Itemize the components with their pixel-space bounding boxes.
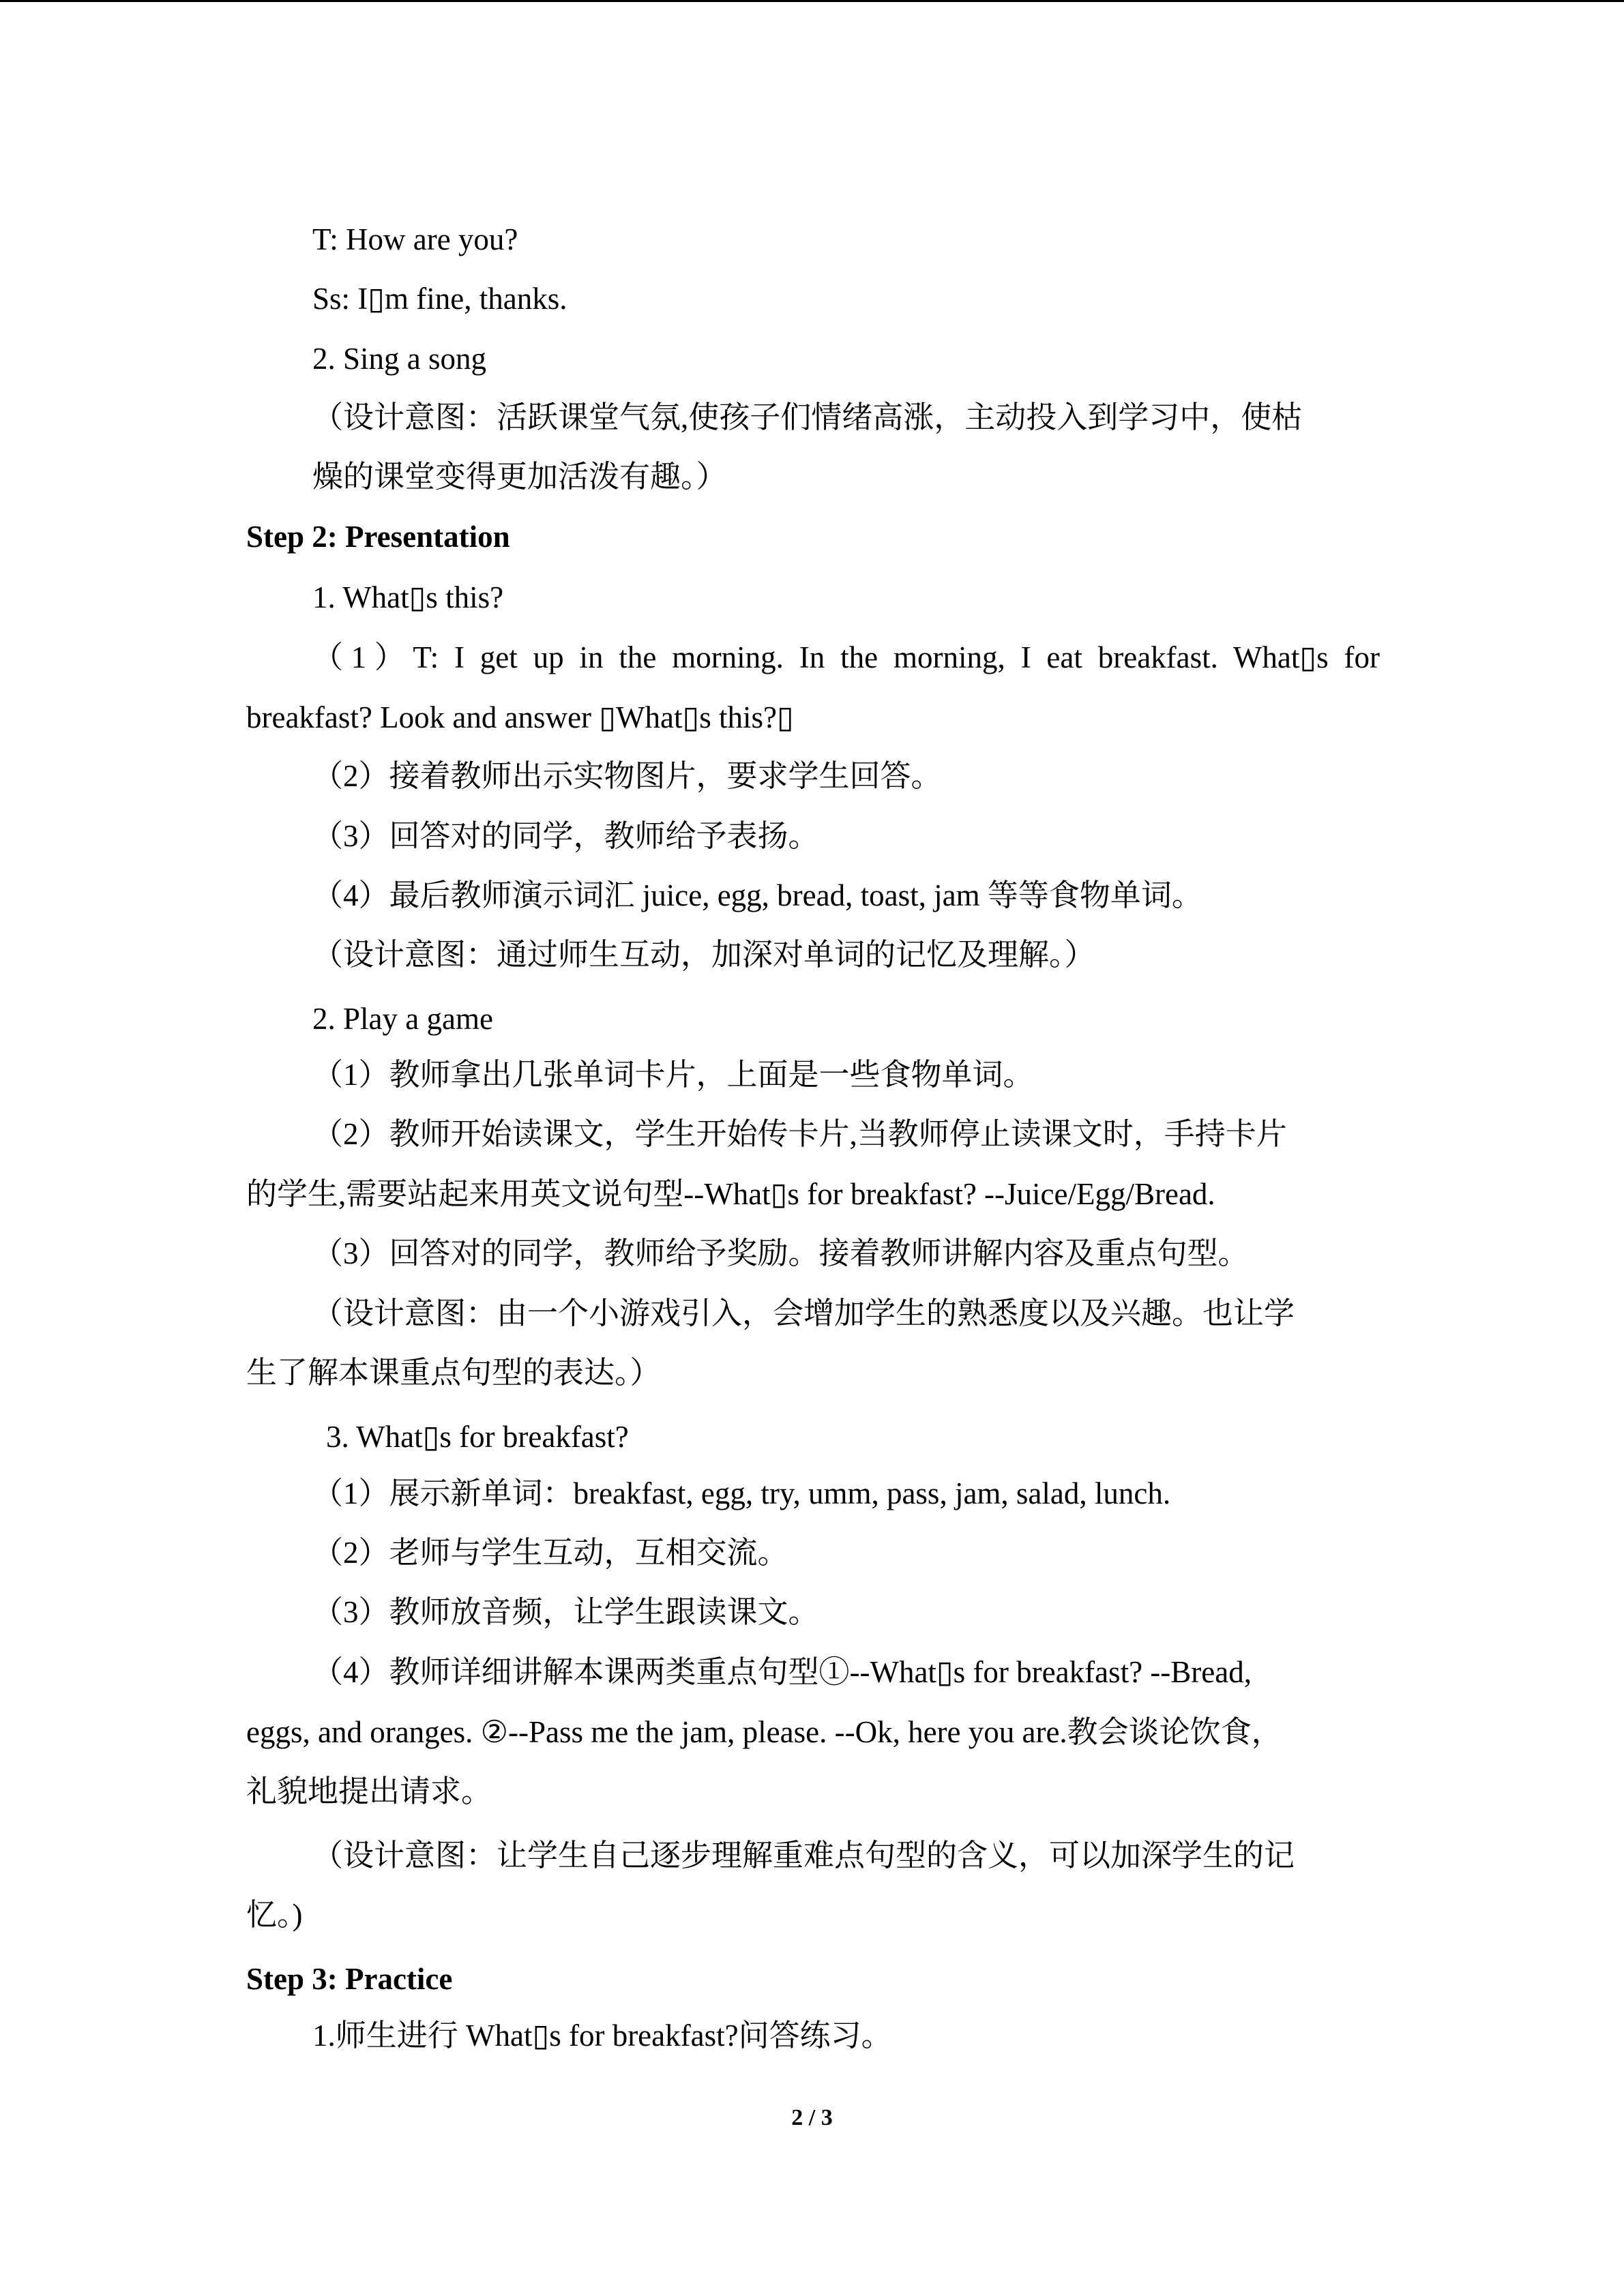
list-item-play-a-game: 2. Play a game [312, 1002, 493, 1036]
paragraph-line: （4）最后教师演示词汇 juice, egg, bread, toast, jam 等等食物单词。 [312, 878, 1202, 912]
paragraph-line: （4）教师详细讲解本课两类重点句型①--What▯s for breakfast? --Bread, [312, 1655, 1252, 1689]
design-note: （设计意图：活跃课堂气氛,使孩子们情绪高涨，主动投入到学习中，使枯 [312, 400, 1303, 434]
section-heading-presentation: Step 2: Presentation [246, 520, 510, 554]
paragraph-line: （1）教师拿出几张单词卡片，上面是一些食物单词。 [312, 1058, 1034, 1092]
paragraph-line: （2）教师开始读课文，学生开始传卡片,当教师停止读课文时，手持卡片 [312, 1117, 1287, 1151]
design-note-continued: 燥的课堂变得更加活泼有趣。） [312, 460, 727, 494]
dialog-line-students: Ss: I▯m fine, thanks. [312, 282, 567, 316]
dialog-line-teacher: T: How are you? [312, 222, 518, 256]
paragraph-line: （2）老师与学生互动，互相交流。 [312, 1536, 788, 1570]
paragraph-line: （1）展示新单词：breakfast, egg, try, umm, pass, jam, salad, lunch. [312, 1476, 1171, 1510]
top-border-rule [0, 0, 1624, 2]
paragraph-line: breakfast? Look and answer ▯What▯s this?▯ [246, 700, 794, 734]
paragraph-line: 的学生,需要站起来用英文说句型--What▯s for breakfast? --Juice/Egg/Bread. [246, 1177, 1215, 1211]
paragraph-line: （2）接着教师出示实物图片，要求学生回答。 [312, 759, 942, 793]
design-note: （设计意图：通过师生互动，加深对单词的记忆及理解。） [312, 938, 1095, 972]
list-item-practice: 1.师生进行 What▯s for breakfast?问答练习。 [312, 2018, 892, 2053]
page-number: 2 / 3 [791, 2105, 833, 2130]
paragraph-line: （3）回答对的同学，教师给予表扬。 [312, 819, 819, 853]
section-heading-practice: Step 3: Practice [246, 1962, 453, 1996]
design-note-continued: 生了解本课重点句型的表达。） [246, 1356, 661, 1390]
design-note: （设计意图：由一个小游戏引入，会增加学生的熟悉度以及兴趣。也让学 [312, 1296, 1295, 1330]
paragraph-line: （3）回答对的同学，教师给予奖励。接着教师讲解内容及重点句型。 [312, 1236, 1249, 1270]
paragraph-line: eggs, and oranges. ②--Pass me the jam, please. --Ok, here you are.教会谈论饮食， [246, 1715, 1282, 1749]
list-item-sing-a-song: 2. Sing a song [312, 342, 487, 376]
paragraph-line: （3）教师放音频，让学生跟读课文。 [312, 1595, 819, 1629]
paragraph-line: （1）T: I get up in the morning. In the morning, I eat breakfast. What▯s for [312, 640, 1380, 674]
list-item-whats-this: 1. What▯s this? [312, 580, 504, 614]
design-note-continued: 忆。) [246, 1898, 303, 1932]
list-item-whats-for-breakfast: 3. What▯s for breakfast? [326, 1420, 629, 1454]
design-note: （设计意图：让学生自己逐步理解重难点句型的含义，可以加深学生的记 [312, 1838, 1295, 1873]
paragraph-line: 礼貌地提出请求。 [246, 1774, 492, 1808]
